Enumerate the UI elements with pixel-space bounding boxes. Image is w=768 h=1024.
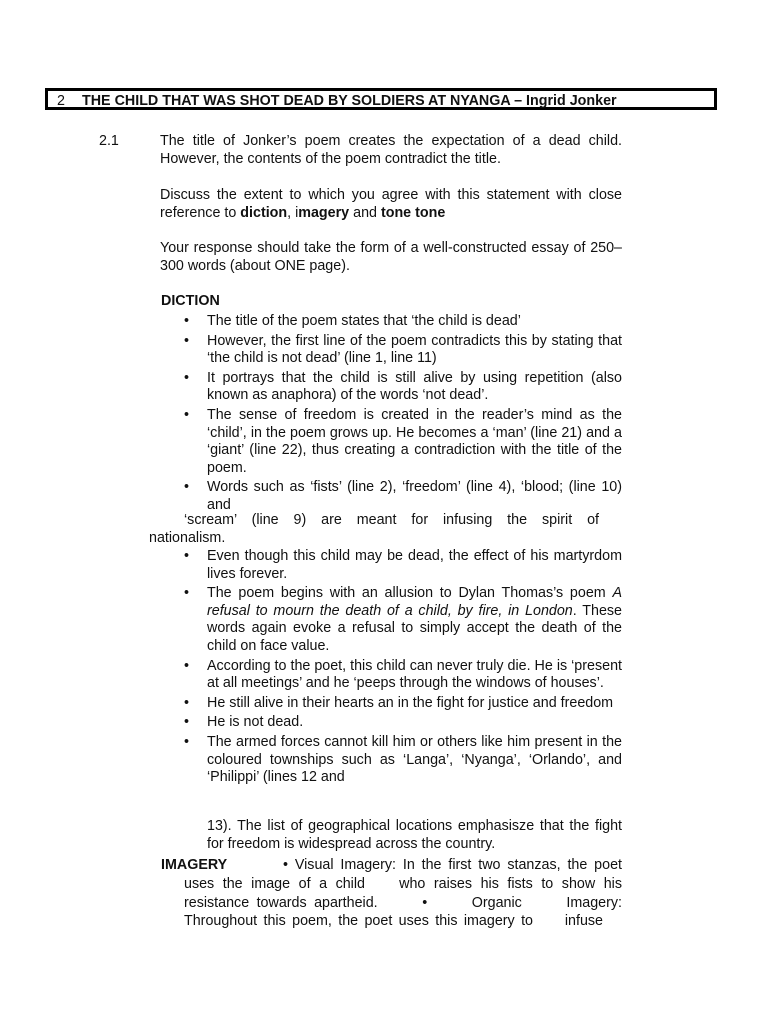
list-item: • According to the poet, this child can never truly die. He is ‘present at all meetings’ and he ‘peeps through the windows of houses’. — [184, 657, 622, 692]
bullet-icon: • — [184, 548, 190, 564]
list-item: • The title of the poem states that ‘the child is dead’ — [184, 313, 521, 329]
list-item: • He still alive in their hearts an in the fight for justice and freedom — [184, 694, 614, 711]
bullet-icon: • — [184, 369, 190, 386]
list-item: • It portrays that the child is still alive by using repetition (also known as anaphora) of the words ‘not dead’. — [184, 369, 622, 404]
bullet-icon: • — [184, 733, 190, 750]
list-item: • The poem begins with an allusion to Dylan Thomas’s poem A refusal to mourn the death of a child, by fire, in London. These words again evoke a refusal to simply accept the death of the child on face value. — [184, 585, 622, 654]
list-item: • However, the first line of the poem contradicts this by stating that ‘the child is not dead’ (line 1, line 11) — [184, 332, 622, 367]
list-item: • Words such as ‘fists’ (line 2), ‘freedom’ (line 4), ‘blood; (line 10) and — [184, 479, 622, 513]
response-instruction: Your response should take the form of a well-constructed essay of 250–300 words (about ONE page). — [160, 240, 622, 274]
diction-list-b — [160, 548, 622, 789]
bullet-icon: • — [184, 479, 190, 496]
section-title: THE CHILD THAT WAS SHOT DEAD BY SOLDIERS AT NYANGA – Ingrid Jonker — [82, 93, 617, 109]
bullet-icon: • — [184, 585, 190, 602]
question-header-box — [45, 88, 717, 110]
bullet-icon: • — [184, 313, 190, 329]
bullet-icon: • — [184, 332, 190, 349]
imagery-line: resistance towards apartheid. • Organic Imagery: — [184, 895, 622, 911]
question-number: 2.1 — [99, 133, 119, 149]
continuation-line: nationalism. — [149, 530, 226, 546]
instruction-text: Discuss the extent to which you agree with this statement with close reference to — [160, 187, 622, 221]
imagery-line: Throughout this poem, the poet uses this imagery to infuse — [184, 913, 603, 929]
diction-list-a — [160, 313, 622, 517]
bullet-icon: • — [184, 694, 190, 711]
bullet-icon: • — [184, 657, 190, 674]
keyword-tone: tone tone — [380, 204, 446, 221]
question-intro: The title of Jonker’s poem creates the expectation of a dead child. However, the contents of the poem contradict the title. — [160, 133, 622, 167]
diction-tail: 13). The list of geographical locations emphasisze that the fight for freedom is widespread across the country. — [207, 818, 622, 852]
list-item: • The sense of freedom is created in the reader’s mind as the ‘child’, in the poem grows up. He becomes a ‘man’ (line 21) and a ‘giant’ (line 22), thus creating a contradiction with the title of the poem. — [184, 406, 622, 476]
diction-heading: DICTION — [161, 293, 220, 309]
list-item: • Even though this child may be dead, the effect of his martyrdom lives forever. — [184, 548, 622, 582]
separator: and — [349, 204, 381, 221]
bullet-icon: • — [184, 714, 190, 731]
section-number: 2 — [57, 93, 65, 109]
keyword-imagery: magery — [298, 204, 350, 221]
bullet-icon: • — [184, 406, 190, 423]
question-instruction — [160, 187, 622, 222]
imagery-heading: IMAGERY — [161, 857, 228, 873]
poem-title: A refusal to mourn the death of a child, by fire, in London — [207, 585, 622, 619]
imagery-line: • Visual Imagery: In the first two stanzas, the poet — [283, 857, 622, 873]
list-item: • The armed forces cannot kill him or others like him present in the coloured townships such as ‘Langa’, ‘Nyanga’, ‘Orlando’, and ‘Philippi’ (lines 12 and — [184, 733, 622, 786]
separator: , i — [287, 204, 299, 221]
imagery-line: uses the image of a child who raises his fists to show his — [184, 876, 622, 892]
keyword-diction: diction — [240, 204, 288, 221]
continuation-line: ‘scream’ (line 9) are meant for infusing the spirit of — [184, 512, 599, 528]
list-item: • He is not dead. — [184, 714, 304, 731]
